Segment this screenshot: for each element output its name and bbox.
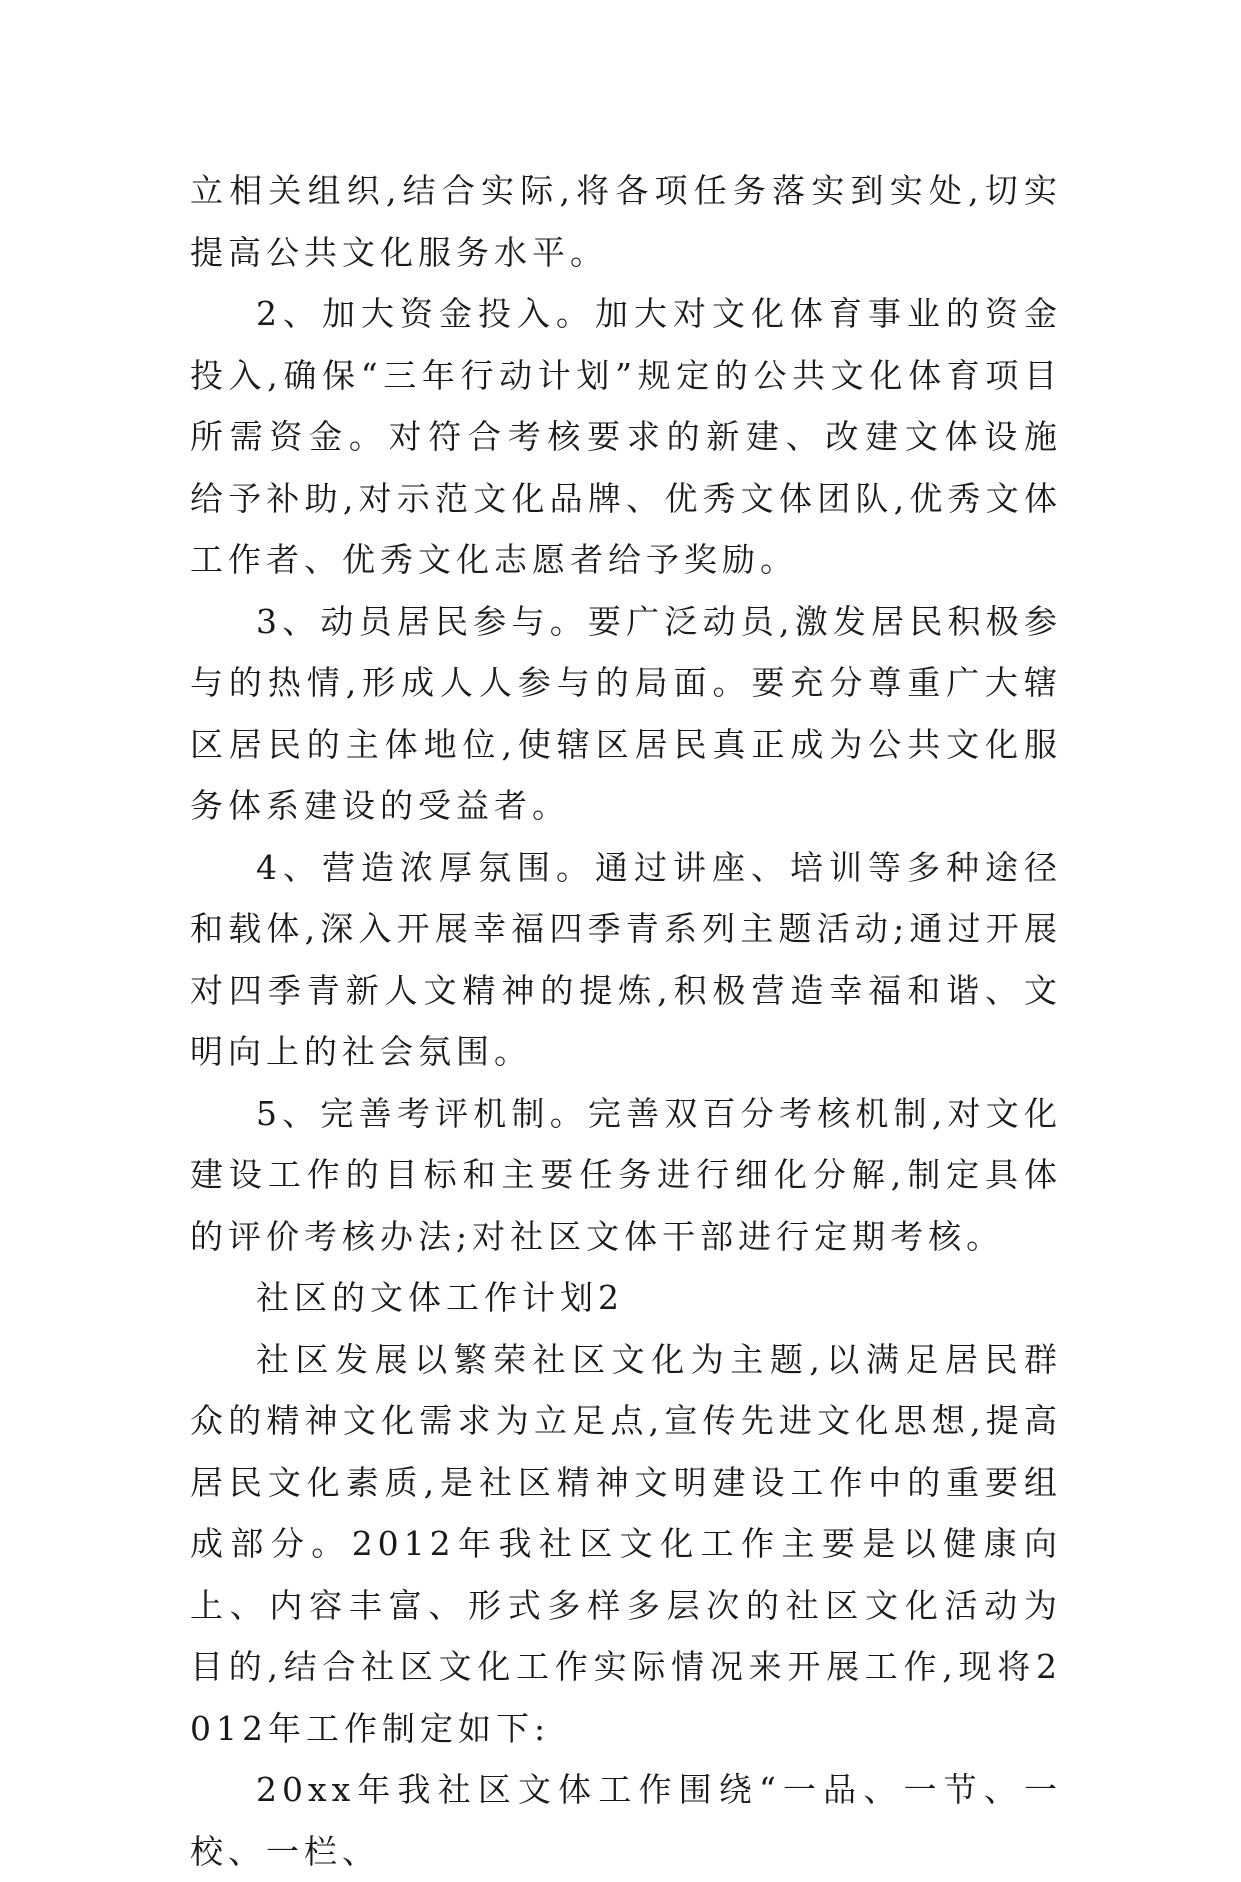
paragraph-continuation: 立相关组织,结合实际,将各项任务落实到实处,切实提高公共文化服务水平。 <box>190 171 1062 272</box>
section-heading: 社区的文体工作计划2 <box>256 1278 624 1317</box>
document-body <box>190 160 1062 1882</box>
paragraph-plan-start: 20xx年我社区文体工作围绕“一品、一节、一校、一栏、 <box>190 1770 1062 1871</box>
paragraph-atmosphere: 4、营造浓厚氛围。通过讲座、培训等多种途径和载体,深入开展幸福四季青系列主题活动;通过开展对四季青新人文精神的提炼,积极营造幸福和谐、文明向上的社会氛围。 <box>190 847 1062 1071</box>
paragraph-evaluation: 5、完善考评机制。完善双百分考核机制,对文化建设工作的目标和主要任务进行细化分解,制定具体的评价考核办法;对社区文体干部进行定期考核。 <box>190 1093 1062 1256</box>
paragraph-funding: 2、加大资金投入。加大对文化体育事业的资金投入,确保“三年行动计划”规定的公共文化体育项目所需资金。对符合考核要求的新建、改建文体设施给予补助,对示范文化品牌、优秀文体团队,优秀文体工作者、优秀文化志愿者给予奖励。 <box>190 294 1062 579</box>
paragraph-intro: 社区发展以繁荣社区文化为主题,以满足居民群众的精神文化需求为立足点,宣传先进文化思想,提高居民文化素质,是社区精神文明建设工作中的重要组成部分。2012年我社区文化工作主要是以健康向上、内容丰富、形式多样多层次的社区文化活动为目的,结合社区文化工作实际情况来开展工作,现将2012年工作制定如下: <box>190 1339 1062 1748</box>
paragraph-residents: 3、动员居民参与。要广泛动员,激发居民积极参与的热情,形成人人参与的局面。要充分尊重广大辖区居民的主体地位,使辖区居民真正成为公共文化服务体系建设的受益者。 <box>190 601 1062 825</box>
